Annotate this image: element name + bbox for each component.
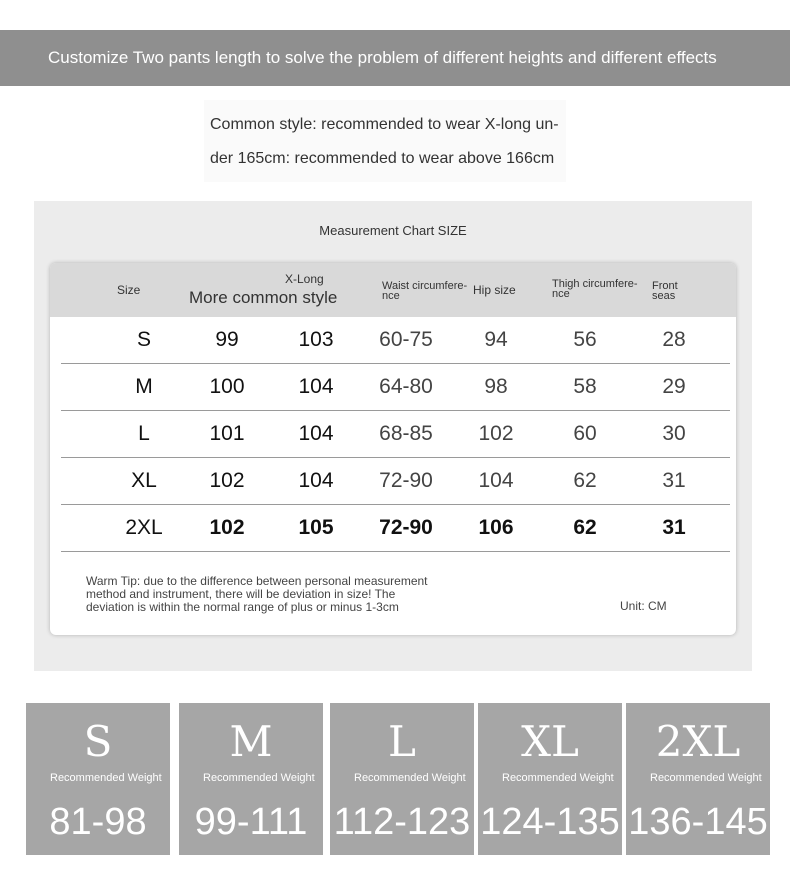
- cell-common: 100: [209, 375, 245, 398]
- cell-front: 29: [662, 375, 686, 398]
- tile-range: 112-123: [333, 801, 471, 843]
- cell-size: S: [136, 328, 151, 351]
- cell-common: 99: [215, 328, 239, 351]
- cell-common: 102: [209, 516, 245, 539]
- cell-thigh: 62: [573, 516, 597, 539]
- tile-label: Recommended Weight: [502, 772, 614, 784]
- tile-size: L: [388, 717, 416, 766]
- cell-hip: 98: [484, 375, 508, 398]
- tile-size: XL: [521, 717, 579, 766]
- cell-thigh: 58: [573, 375, 597, 398]
- tile-range: 136-145: [628, 801, 768, 843]
- table-row: [61, 458, 730, 505]
- cell-common: 102: [209, 469, 245, 492]
- cell-hip: 94: [484, 328, 508, 351]
- cell-hip: 104: [478, 469, 514, 492]
- cell-xlong: 104: [298, 469, 334, 492]
- style-note-line-2: der 165cm: recommended to wear above 166cm: [210, 150, 555, 167]
- measurement-table: [50, 263, 736, 635]
- top-banner: Customize Two pants length to solve the problem of different heights and different effects: [0, 30, 790, 86]
- tile-label: Recommended Weight: [354, 772, 466, 784]
- cell-thigh: 60: [573, 422, 597, 445]
- cell-size: L: [138, 422, 150, 445]
- cell-xlong: 104: [298, 375, 334, 398]
- cell-xlong: 104: [298, 422, 334, 445]
- header-waist: Waist circumfere- nce: [382, 280, 468, 302]
- tile-label: Recommended Weight: [650, 772, 762, 784]
- tile-size: S: [83, 717, 113, 766]
- cell-waist: 68-85: [379, 422, 433, 445]
- tile-label: Recommended Weight: [50, 772, 162, 784]
- cell-thigh: 56: [573, 328, 597, 351]
- chart-title: Measurement Chart SIZE: [319, 223, 467, 238]
- style-note: [204, 100, 566, 182]
- tile-label: Recommended Weight: [203, 772, 315, 784]
- header-thigh: Thigh circumfere- nce: [552, 278, 638, 300]
- tile-range: 81-98: [49, 801, 147, 843]
- header-xlong: X-Long: [285, 272, 324, 286]
- style-note-line-1: Common style: recommended to wear X-long un-: [210, 116, 559, 133]
- weight-tile-xl: [478, 703, 622, 855]
- cell-size: M: [135, 375, 153, 398]
- tile-size: 2XL: [655, 717, 741, 766]
- table-row: [61, 505, 730, 552]
- header-common: More common style: [189, 288, 338, 307]
- cell-front: 30: [662, 422, 686, 445]
- cell-common: 101: [209, 422, 245, 445]
- cell-size: XL: [131, 469, 157, 492]
- cell-waist: 64-80: [379, 375, 433, 398]
- tile-size: M: [229, 717, 273, 766]
- header-front: Front seas: [652, 280, 678, 302]
- cell-thigh: 62: [573, 469, 597, 492]
- table-header: [50, 263, 736, 317]
- cell-front: 31: [662, 516, 686, 539]
- weight-tile-2xl: [626, 703, 770, 855]
- header-size: Size: [117, 283, 141, 297]
- table-row: [61, 317, 730, 364]
- tile-range: 99-111: [194, 801, 308, 843]
- cell-waist: 60-75: [379, 328, 433, 351]
- weight-tile-l: [330, 703, 474, 855]
- cell-size: 2XL: [125, 516, 163, 539]
- warm-tip: Warm Tip: due to the difference between personal measurement method and instrument, there will be deviation in size! The deviation is within the normal range of plus or minus 1-3cm: [86, 574, 428, 614]
- header-hip: Hip size: [473, 283, 516, 297]
- cell-front: 31: [662, 469, 686, 492]
- table-row: [61, 364, 730, 411]
- cell-hip: 106: [478, 516, 514, 539]
- table-row: [61, 411, 730, 458]
- cell-hip: 102: [478, 422, 514, 445]
- cell-waist: 72-90: [379, 469, 433, 492]
- unit-label: Unit: CM: [620, 599, 667, 613]
- weight-tile-s: [26, 703, 170, 855]
- weight-tile-m: [179, 703, 323, 855]
- tile-range: 124-135: [480, 801, 620, 843]
- cell-xlong: 103: [298, 328, 334, 351]
- measurement-panel: [34, 201, 752, 671]
- cell-xlong: 105: [298, 516, 334, 539]
- cell-waist: 72-90: [379, 516, 433, 539]
- cell-front: 28: [662, 328, 686, 351]
